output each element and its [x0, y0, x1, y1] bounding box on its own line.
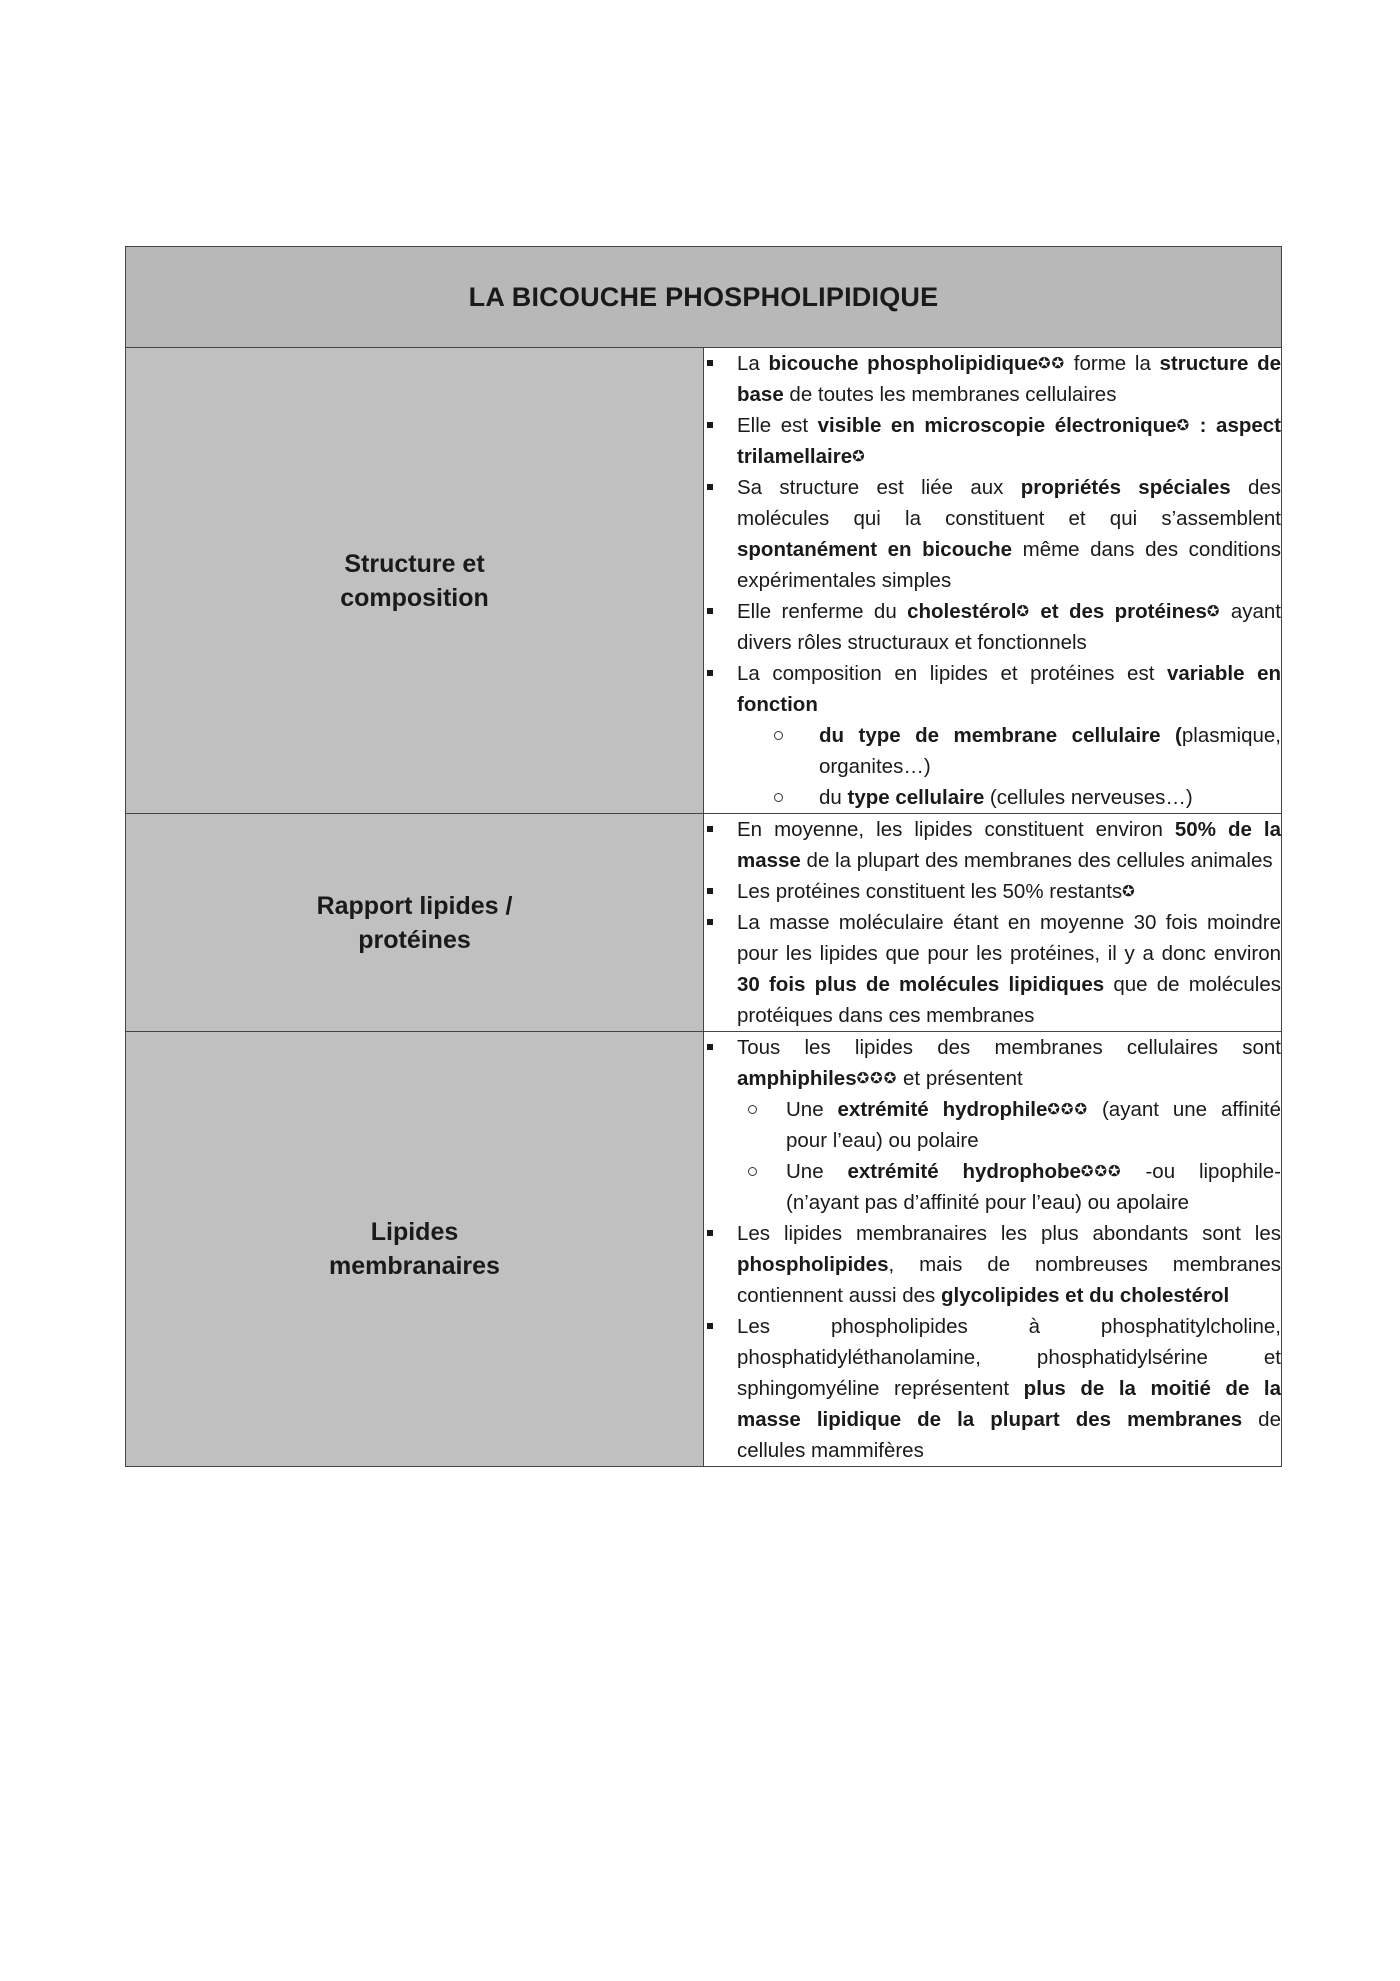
- table-row: [126, 814, 1282, 1032]
- row-label-line: Structure et: [344, 549, 485, 578]
- text-segment: que de molécules protéiques dans ces membranes: [737, 973, 1281, 1027]
- text-segment: visible en microscopie électronique: [817, 414, 1177, 437]
- row-content: [704, 814, 1282, 1032]
- row-label-line: composition: [340, 583, 489, 612]
- text-segment: plasmique, organites…): [819, 724, 1281, 778]
- text-segment: et présentent: [897, 1067, 1023, 1090]
- star-icon: ✪: [852, 448, 866, 465]
- text-segment: Les phospholipides à phosphatitylcholine, phosphatidyléthanolamine, phosphatidylsérine et sphingomyéline représentent: [737, 1315, 1281, 1400]
- row-label: [126, 1032, 704, 1467]
- text-segment: des molécules qui la constituent et qui s’assemblent: [737, 476, 1281, 530]
- row-label: [126, 814, 704, 1032]
- text-segment: de cellules mammifères: [737, 1408, 1281, 1462]
- list-item: [704, 596, 1281, 658]
- text-segment: amphiphiles: [737, 1067, 857, 1090]
- text-segment: En moyenne, les lipides constituent environ: [737, 818, 1175, 841]
- bullet-list: [704, 1032, 1281, 1466]
- table-row: [126, 1032, 1282, 1467]
- list-item: [704, 1032, 1281, 1218]
- list-item: [704, 410, 1281, 472]
- summary-table: [125, 246, 1282, 1467]
- sub-list: [737, 720, 1281, 813]
- list-item: [704, 348, 1281, 410]
- title-row: [126, 247, 1282, 348]
- text-segment: forme la: [1065, 352, 1160, 375]
- star-icon: ✪: [1206, 603, 1221, 620]
- bullet-list: [704, 348, 1281, 813]
- sub-list-item: [737, 1094, 1281, 1156]
- text-segment: La masse moléculaire étant en moyenne 30 fois moindre pour les lipides que pour les protéines, il y a donc environ: [737, 911, 1281, 965]
- row-label: [126, 348, 704, 814]
- sub-list: [737, 1094, 1281, 1218]
- text-segment: cholestérol: [907, 600, 1017, 623]
- list-item: [704, 907, 1281, 1031]
- text-segment: Elle est: [737, 414, 818, 437]
- text-segment: -ou lipophile- (n’ayant pas d’affinité pour l’eau) ou apolaire: [786, 1160, 1281, 1214]
- row-content: [704, 348, 1282, 814]
- list-item: [704, 814, 1281, 876]
- text-segment: 50% de la masse: [737, 818, 1281, 872]
- table-row: [126, 348, 1282, 814]
- text-segment: 30 fois plus de molécules lipidiques: [737, 973, 1105, 996]
- row-label-line: protéines: [358, 925, 471, 954]
- star-icon: ✪✪✪: [856, 1070, 898, 1087]
- text-segment: bicouche phospholipidique: [768, 352, 1038, 375]
- list-item: [704, 1218, 1281, 1311]
- text-segment: Elle renferme du: [737, 600, 908, 623]
- text-segment: spontanément en bicouche: [737, 538, 1013, 561]
- text-segment: extrémité hydrophile: [837, 1098, 1048, 1121]
- text-segment: phospholipides: [737, 1253, 889, 1276]
- text-segment: ayant divers rôles structuraux et fonctionnels: [737, 600, 1281, 654]
- row-label-line: membranaires: [329, 1252, 500, 1280]
- text-segment: Une: [786, 1160, 848, 1183]
- text-segment: type cellulaire: [847, 786, 985, 809]
- text-segment: plus de la moitié de la masse lipidique de la plupart des membranes: [737, 1377, 1281, 1431]
- row-label-line: Lipides: [370, 1218, 459, 1246]
- text-segment: même dans des conditions expérimentales simples: [737, 538, 1281, 592]
- text-segment: et des protéines: [1030, 600, 1207, 623]
- text-segment: , mais de nombreuses membranes contiennent aussi des: [737, 1253, 1281, 1307]
- text-segment: structure de base: [737, 352, 1281, 406]
- star-icon: ✪: [1016, 603, 1031, 620]
- summary-table-body: [126, 247, 1282, 1467]
- list-item: [704, 472, 1281, 596]
- text-segment: Les lipides membranaires les plus abondants sont les: [737, 1222, 1281, 1245]
- list-item: [704, 1311, 1281, 1466]
- text-segment: Les protéines constituent les 50% restants: [737, 880, 1123, 903]
- bullet-list: [704, 814, 1281, 1031]
- text-segment: du type de membrane cellulaire (: [819, 724, 1182, 747]
- table-title: LA BICOUCHE PHOSPHOLIPIDIQUE: [126, 247, 1282, 348]
- text-segment: (ayant une affinité pour l’eau) ou polaire: [786, 1098, 1281, 1152]
- star-icon: ✪✪✪: [1047, 1101, 1089, 1118]
- sub-list-item: [737, 1156, 1281, 1218]
- text-segment: du: [819, 786, 848, 809]
- text-segment: Une: [786, 1098, 838, 1121]
- sub-list-item: [737, 782, 1281, 813]
- list-item: [704, 658, 1281, 813]
- text-segment: Sa structure est liée aux: [737, 476, 1021, 499]
- row-content: [704, 1032, 1282, 1467]
- text-segment: La composition en lipides et protéines est: [737, 662, 1167, 685]
- text-segment: La: [737, 352, 769, 375]
- sub-list-item: [737, 720, 1281, 782]
- star-icon: ✪✪✪: [1080, 1163, 1122, 1180]
- text-segment: : aspect trilamellaire: [737, 414, 1281, 468]
- star-icon: ✪: [1176, 417, 1191, 434]
- text-segment: variable en fonction: [737, 662, 1281, 716]
- text-segment: de la plupart des membranes des cellules animales: [800, 849, 1273, 872]
- list-item: [704, 876, 1281, 907]
- text-segment: glycolipides et du cholestérol: [941, 1284, 1230, 1307]
- row-label-line: Rapport lipides /: [316, 891, 513, 920]
- text-segment: (cellules nerveuses…): [984, 786, 1193, 809]
- text-segment: propriétés spéciales: [1020, 476, 1231, 499]
- star-icon: ✪: [1122, 883, 1136, 900]
- text-segment: Tous les lipides des membranes cellulaires sont: [737, 1036, 1281, 1059]
- text-segment: de toutes les membranes cellulaires: [783, 383, 1117, 406]
- text-segment: extrémité hydrophobe: [847, 1160, 1081, 1183]
- star-icon: ✪✪: [1037, 355, 1066, 372]
